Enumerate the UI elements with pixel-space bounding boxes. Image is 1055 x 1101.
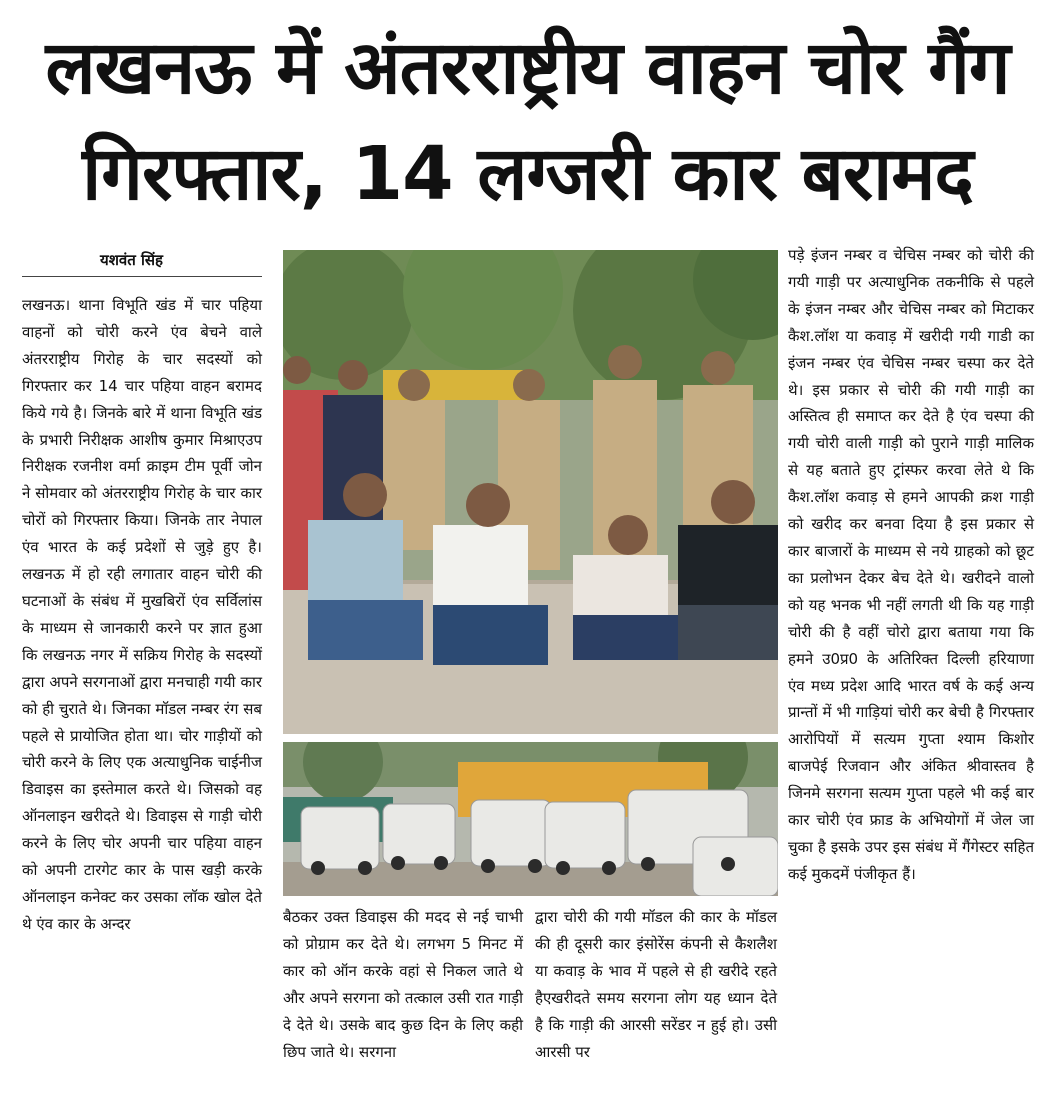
- photo-arrested-gang-with-police: [283, 250, 778, 734]
- photo-recovered-cars-illustration: [283, 742, 778, 896]
- headline-line-2: गिरफ्तार, 14 लग्जरी कार बरामद: [82, 131, 973, 217]
- byline: यशवंत सिंह: [100, 251, 164, 269]
- column-1-text: लखनऊ। थाना विभूति खंड में चार पहिया वाहनों को चोरी करने एंव बेचने वाले अंतरराष्ट्रीय गिरोह के चार सदस्यों को गिरफ्तार कर 14 चार पहिया वाहन बरामद किये गये है। जिनके बारे में थाना विभूति खंड के प्रभारी निरीक्षक आशीष कुमार मिश्राएउप निरीक्षक रजनीश वर्मा क्राइम टीम पूर्वी जोन ने सोमवार को अंतरराष्ट्रीय गिरोह के चार कार चोरों को गिरफ्तार किया। जिनके तार नेपाल एंव भारत के कई प्रदेशों से जुड़े हुए है। लखनऊ में हो रही लगातार वाहन चोरी की घटनाओं के संबंध में मुखबिरों एंव सर्विलांस के माध्यम से जानकारी करने पर ज्ञात हुआ कि लखनऊ नगर में सक्रिय गिरोह के सदस्यों द्वारा अपने सरगनाओं द्वारा मनचाही गयी कार को ही चुराते थे। जिनका मॉडल नम्बर रंग सब पहले से प्रायोजित होता था। चोर गाड़ीयों को चोरी करने के लिए एक अत्याधुनिक चाईनीज डिवाइस का इस्तेमाल करते थे। जिसको वह ऑनलाइन खरीदते थे। डिवाइस से गाड़ी चोरी करने के लिए चोर अपनी चार पहिया वाहन को अपनी टारगेट कार के पास खड़ी करके ऑनलाइन कनेक्ट कर उसका लॉक खोल देते थे एंव कार के अन्दर: [22, 296, 262, 933]
- photo-recovered-cars: [283, 742, 778, 896]
- article-column-1: [22, 292, 262, 938]
- article-column-2: [283, 904, 523, 1065]
- column-3-text: द्वारा चोरी की गयी मॉडल की कार के मॉडल की ही दूसरी कार इंसोरेंस कंपनी से कैशलैश या कवाड़ के भाव में पहले से ही खरीदे रहते हैएखरीदते समय सरगना लोग यह ध्यान देते है कि गाड़ी की आरसी सरेंडर न हुई हो। उसी आरसी पर: [535, 908, 777, 1061]
- headline-line-1: लखनऊ में अंतरराष्ट्रीय वाहन चोर गैंग: [45, 25, 1010, 111]
- column-2-text: बैठकर उक्त डिवाइस की मदद से नई चाभी को प्रोग्राम कर देते थे। लगभग 5 मिनट में कार को ऑन करके वहां से निकल जाते थे और अपने सरगना को तत्काल उसी रात गाड़ी दे देते थे। उसके बाद कुछ दिन के लिए कही छिप जाते थे। सरगना: [283, 908, 523, 1061]
- byline-rule: [22, 276, 262, 277]
- column-4-text: पड़े इंजन नम्बर व चेचिस नम्बर को चोरी की गयी गाड़ी पर अत्याधुनिक तकनीकि से पहले के इंजन नम्बर और चेचिस नम्बर को मिटाकर कैश.लॉश या कवाड़ में खरीदी गयी गाडी का इंजन नम्बर एंव चेचिस नम्बर चस्पा कर देते थे। इस प्रकार से चोरी की गयी गाड़ी का अस्तित्व ही समाप्त कर देते है एंव चस्पा की गयी चोरी वाली गाड़ी को पुराने गाड़ी मालिक से यह बताते हुए ट्रांस्फर करवा लेते थे कि कैश.लॉश कवाड़ से हमने आपकी क्रश गाड़ी को खरीद कर बनवा दिया है इस प्रकार से कार बाजारों के माध्यम से नये ग्राहको को छूट का प्रलोभन देकर बेच देते थे। खरीदने वालो को यह भनक भी नहीं लगती थी कि यह गाड़ी चोरी की है वहीं चोरो द्वारा बताया गया कि हमने उ0प्र0 के अतिरिक्त दिल्ली हरियाणा एंव मध्य प्रदेश आदि भारत वर्ष के कई अन्य प्रान्तों में भी गाड़ियां चोरी कर बेची है गिरफ्तार आरोपियों में सत्यम गुप्ता श्याम किशोर बाजपेई रिजवान और अंकित श्रीवास्तव है जिनमे सरगना सत्यम गुप्ता पहले भी कई बार कार चोरी एंव फ्राड के अभियोगों में जेल जा चुका है इसके उपर इस संबंध में गैंगेस्टर सहित कई मुकदमें पंजीकृत हैं।: [788, 246, 1034, 883]
- article-column-4: [788, 242, 1034, 888]
- article-column-3: [535, 904, 777, 1065]
- photo-arrested-gang-illustration: [283, 250, 778, 734]
